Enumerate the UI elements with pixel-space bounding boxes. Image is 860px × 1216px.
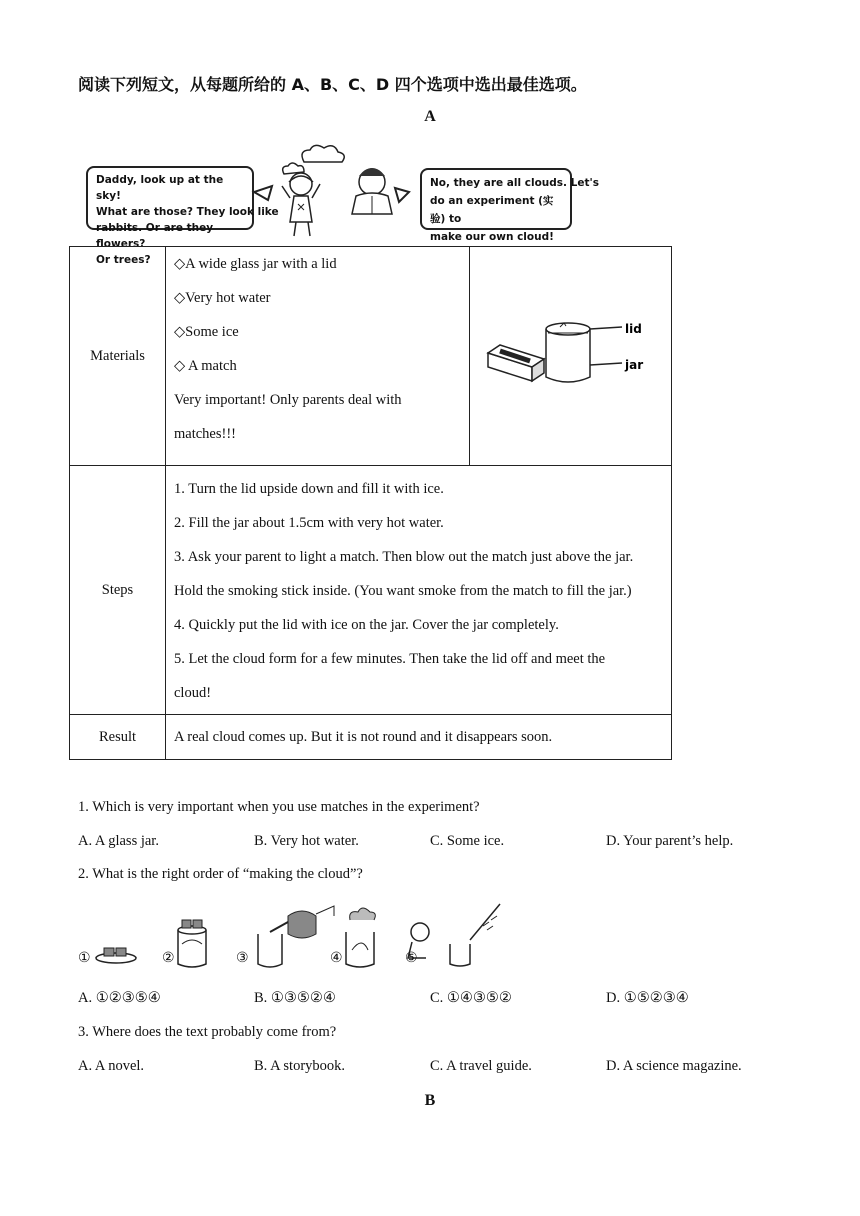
comic-figures-illustration [244,144,424,244]
result-row [70,715,672,760]
material-item: ◇Very hot water [174,290,271,306]
materials-row [70,247,672,466]
child-speech-bubble [86,166,279,266]
section-b-heading: B [424,1092,436,1109]
result-label: Result [70,715,166,760]
pic-label-5: ⑤ [405,951,418,966]
steps-row [70,466,672,715]
experiment-table [69,246,672,760]
step-line: 1. Turn the lid upside down and fill it with ice. [174,481,444,497]
pic-label-2: ② [162,951,175,966]
bubble-line: What are those? They look like [96,206,279,218]
step-line: 5. Let the cloud form for a few minutes. Then take the lid off and meet the [174,651,606,667]
q2-option-c[interactable]: C. ①④③⑤② [430,990,512,1006]
q1-option-b[interactable]: B. Very hot water. [254,833,359,849]
step-line: cloud! [174,685,212,701]
q1-option-a[interactable]: A. A glass jar. [78,833,159,849]
lid-label: lid [625,322,642,336]
steps-label: Steps [70,466,166,715]
jar-and-matchbox-illustration [470,247,671,460]
pic-label-3: ③ [236,951,249,966]
q2-option-b[interactable]: B. ①③⑤②④ [254,990,336,1006]
material-item: ◇A wide glass jar with a lid [174,256,337,272]
q3-option-a[interactable]: A. A novel. [78,1058,145,1074]
pic-label-1: ① [78,951,91,966]
result-text [166,715,672,760]
steps-list [166,466,672,715]
father-speech-bubble [420,168,599,243]
bubble-line: Or trees? [96,254,151,266]
material-item: ◇ A match [174,358,237,374]
instruction: 阅读下列短文，从每题所给的 A、B、C、D 四个选项中选出最佳选项。 [78,75,587,94]
step-line: Hold the smoking stick inside. (You want smoke from the match to fill the jar.) [174,583,632,599]
result-line: A real cloud comes up. But it is not round and it disappears soon. [174,729,553,745]
order-pictures [78,900,508,972]
pic-label-4: ④ [330,951,343,966]
question-3: 3. Where does the text probably come from? [78,1024,337,1040]
material-item: ◇Some ice [174,324,239,340]
materials-label: Materials [70,247,166,466]
q1-option-c[interactable]: C. Some ice. [430,833,505,849]
section-a-heading: A [424,108,436,125]
question-1: 1. Which is very important when you use matches in the experiment? [78,799,480,815]
jar-label: jar [625,358,644,372]
step-line: 2. Fill the jar about 1.5cm with very hot water. [174,515,444,531]
q3-option-d[interactable]: D. A science magazine. [606,1058,742,1074]
materials-list [166,247,470,466]
cloud-steps-illustration [78,900,508,972]
step-line: 3. Ask your parent to light a match. Then blow out the match just above the jar. [174,549,634,565]
q2-option-d[interactable]: D. ①⑤②③④ [606,990,689,1006]
q2-option-a[interactable]: A. ①②③⑤④ [78,990,161,1006]
question-2: 2. What is the right order of “making the cloud”? [78,866,363,882]
q3-option-c[interactable]: C. A travel guide. [430,1058,532,1074]
bubble-line: do an experiment (实验) to [430,195,554,225]
material-note: Very important! Only parents deal with [174,392,402,408]
bubble-line: No, they are all clouds. Let's [430,177,599,189]
bubble-line: make our own cloud! [430,231,554,243]
materials-image [470,247,672,466]
q3-option-b[interactable]: B. A storybook. [254,1058,346,1074]
material-note: matches!!! [174,426,236,442]
q1-option-d[interactable]: D. Your parent’s help. [606,833,734,849]
bubble-line: Daddy, look up at the sky! [96,174,224,202]
step-line: 4. Quickly put the lid with ice on the jar. Cover the jar completely. [174,617,559,633]
bubble-line: rabbits. Or are they flowers? [96,222,214,250]
